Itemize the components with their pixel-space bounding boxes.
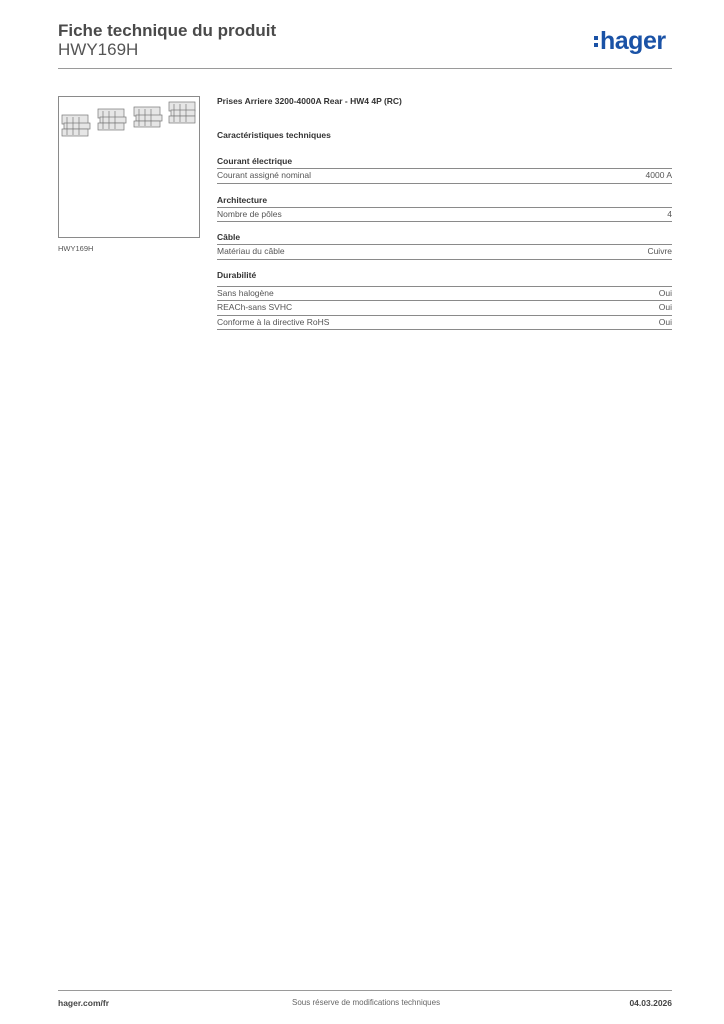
spec-group [217,195,672,223]
spec-group-title: Câble [217,232,241,242]
spec-value: Cuivre [647,246,672,256]
product-code: HWY169H [58,40,139,59]
website-link[interactable]: hager.com/fr [58,998,110,1008]
header-divider [58,68,672,69]
spec-value: Oui [658,302,672,312]
spec-label: Matériau du câble [217,246,285,256]
spec-value: 4000 A [645,170,672,180]
spec-row [217,207,672,223]
spec-label: Nombre de pôles [217,208,282,219]
product-image [58,96,200,238]
hager-logo [594,27,666,56]
section-heading: Caractéristiques techniques [217,130,331,140]
spec-label: Sans halogène [217,287,274,298]
spec-group [217,156,672,184]
connector-illustration-1 [62,115,90,136]
spec-row [217,286,672,301]
connector-illustration-2 [98,109,126,130]
product-name: Prises Arriere 3200-4000A Rear - HW4 4P (RC) [217,96,402,106]
footer-date: 04.03.2026 [629,998,672,1008]
spec-row [217,300,672,315]
spec-group-title: Architecture [217,194,268,205]
footer-notice: Sous réserve de modifications techniques [292,998,441,1007]
connector-illustration-3 [134,107,162,127]
spec-row [217,315,672,331]
spec-group [217,232,672,260]
logo-text: hager [600,27,666,55]
spec-label: REACh-sans SVHC [217,302,293,312]
image-caption: HWY169H [58,244,94,253]
spec-value: Oui [658,316,672,327]
spec-label: Courant assigné nominal [217,170,312,180]
spec-group [217,270,672,331]
spec-group-title: Durabilité [217,269,257,280]
spec-group-title: Courant électrique [217,156,293,166]
document-title: Fiche technique du produit [58,21,277,40]
spec-value: 4 [667,208,672,219]
logo-dots-icon [594,36,598,50]
spec-content [217,96,672,330]
spec-row [217,244,672,260]
spec-label: Conforme à la directive RoHS [217,316,330,327]
connector-illustration-4 [169,102,195,123]
spec-value: Oui [658,287,672,298]
rear-connectors-illustration [59,97,199,237]
footer-divider [58,990,672,991]
spec-row [217,168,672,184]
